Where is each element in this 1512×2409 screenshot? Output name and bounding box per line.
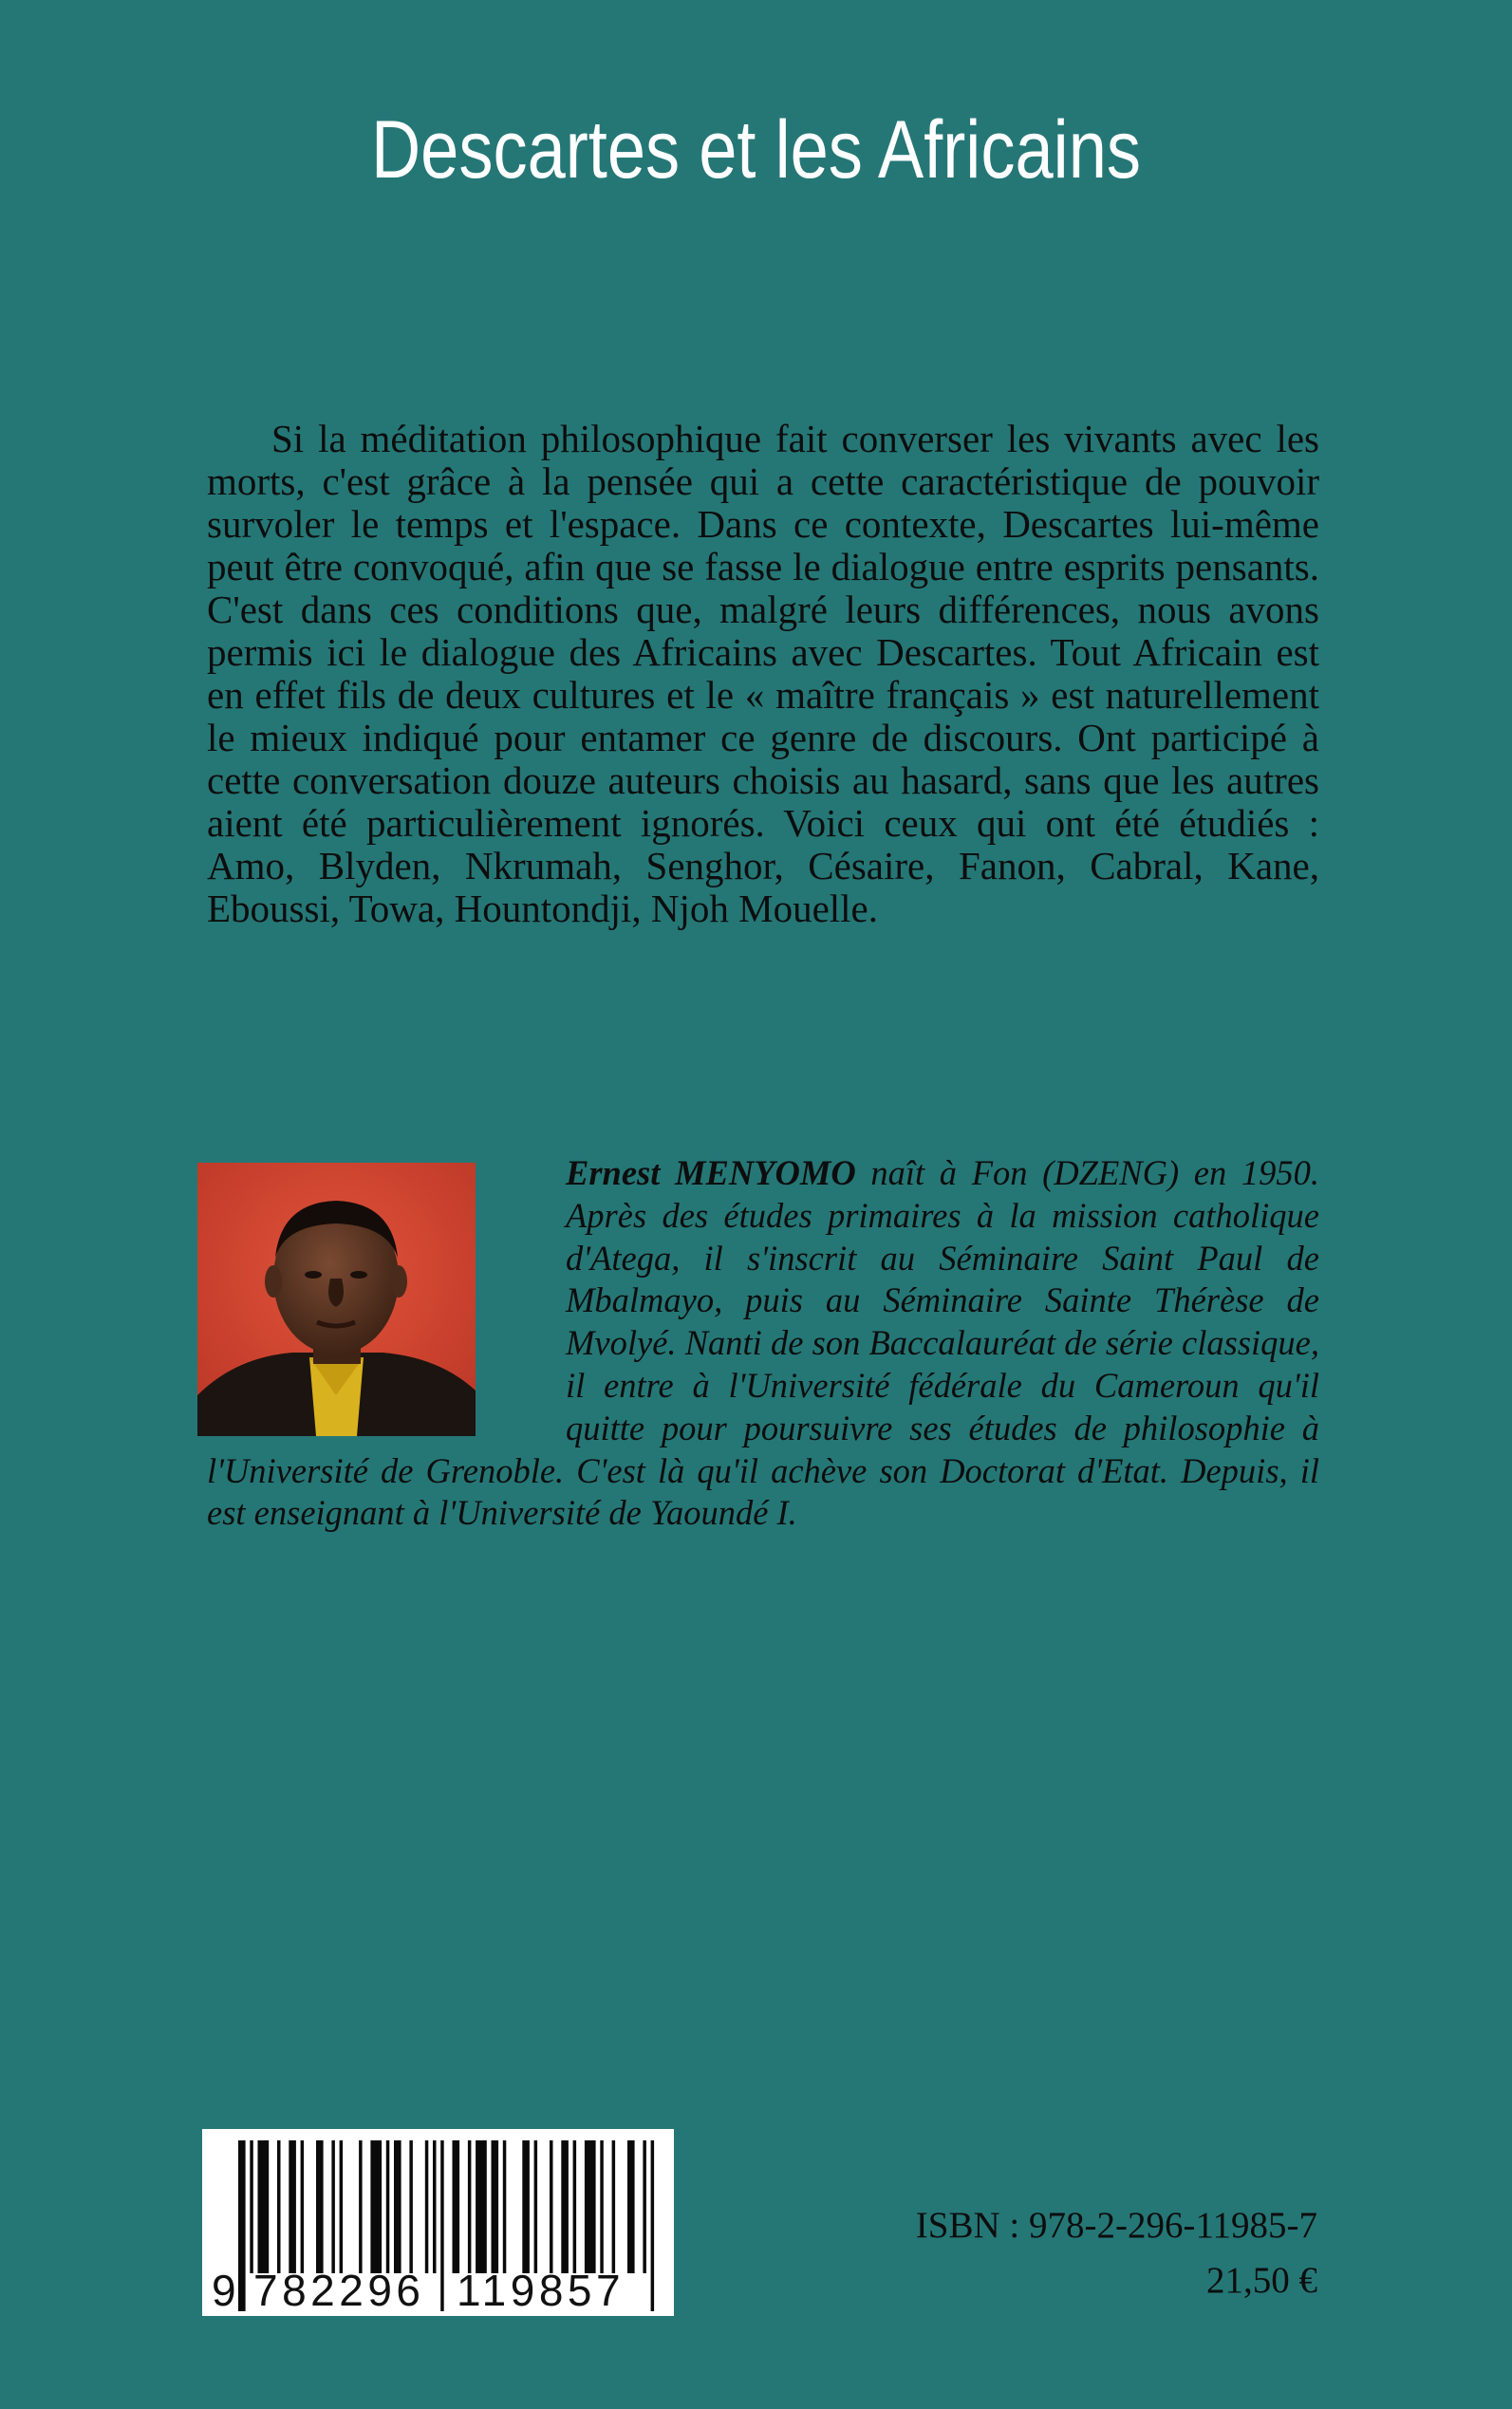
author-bio bbox=[207, 1152, 1319, 1535]
barcode-leading-digit: 9 bbox=[212, 2266, 236, 2315]
barcode-bar bbox=[561, 2140, 569, 2273]
barcode-bar bbox=[258, 2140, 270, 2273]
barcode-bar bbox=[600, 2140, 604, 2273]
book-summary: Si la méditation philosophique fait converser les vivants avec les morts, c'est grâce à la pensée qui a cette caractéristique de pouvoir survoler le temps et l'espace. Dans ce contexte, Descartes lui-même peut être convoqué, afin que se fasse le dialogue entre esprits pensants. C'est dans ces conditions que, malgré leurs différences, nous avons permis ici le dialogue des Africains avec Descartes. Tout Africain est en effet fils de deux cultures et le « maître français » est naturellement le mieux indiqué pour entamer ce genre de discours. Ont participé à cette conversation douze auteurs choisis au hasard, sans que les autres aient été particulièrement ignorés. Voici ceux qui ont été étudiés : Amo, Blyden, Nkrumah, Senghor, Césaire, Fanon, Cabral, Kane, Eboussi, Towa, Hountondji, Njoh Mouelle. bbox=[207, 417, 1319, 930]
barcode-bar bbox=[359, 2140, 363, 2273]
barcode-bar bbox=[612, 2140, 616, 2273]
price: 21,50 € bbox=[1206, 2260, 1317, 2301]
barcode-bar bbox=[370, 2140, 382, 2273]
photo-spacer bbox=[207, 1152, 566, 1433]
barcode-bar bbox=[394, 2140, 401, 2273]
barcode-bar bbox=[492, 2140, 499, 2273]
barcode-bar bbox=[301, 2140, 305, 2273]
barcode-right-group: 119857 bbox=[457, 2266, 625, 2315]
barcode-bar bbox=[573, 2140, 577, 2273]
barcode-bar bbox=[386, 2140, 390, 2273]
barcode-bar bbox=[550, 2140, 553, 2273]
barcode-bar bbox=[277, 2140, 281, 2273]
barcode-bar bbox=[453, 2140, 460, 2273]
barcode-bar bbox=[331, 2140, 335, 2273]
barcode-bar bbox=[468, 2140, 472, 2273]
barcode-bar bbox=[503, 2140, 507, 2273]
barcode-bar bbox=[425, 2140, 429, 2273]
isbn: ISBN : 978-2-296-11985-7 bbox=[915, 2205, 1317, 2246]
barcode-bar bbox=[250, 2140, 253, 2273]
barcode bbox=[202, 2129, 674, 2316]
barcode-bar bbox=[585, 2140, 596, 2273]
barcode-bar bbox=[627, 2140, 635, 2273]
barcode-bar bbox=[522, 2140, 530, 2273]
author-bio-text: naît à Fon (DZENG) en 1950. Après des études primaires à la mission catholique d'Atega, il s'inscrit au Séminaire Saint Paul de Mbalmayo, puis au Séminaire Sainte Thérèse de Mvolyé. Nanti de son Baccalauréat de série classique, il entre à l'Université fédérale du Cameroun qu'il quitte pour poursuivre ses études de philosophie à l'Université de Grenoble. C'est là qu'il achève son Doctorat d'Etat. Depuis, il est enseignant à l'Université de Yaoundé I. bbox=[207, 1153, 1319, 1533]
barcode-bar bbox=[289, 2140, 296, 2273]
barcode-digits bbox=[202, 2267, 674, 2314]
barcode-bar bbox=[409, 2140, 413, 2273]
barcode-bar bbox=[340, 2140, 344, 2273]
barcode-bar bbox=[476, 2140, 487, 2273]
barcode-bar bbox=[534, 2140, 538, 2273]
barcode-left-group: 782296 bbox=[253, 2266, 425, 2315]
barcode-bar bbox=[643, 2140, 646, 2273]
barcode-bar bbox=[316, 2140, 324, 2273]
barcode-bar bbox=[433, 2140, 437, 2273]
book-title: Descartes et les Africains bbox=[370, 104, 1141, 196]
author-name: Ernest MENYOMO bbox=[566, 1153, 856, 1192]
